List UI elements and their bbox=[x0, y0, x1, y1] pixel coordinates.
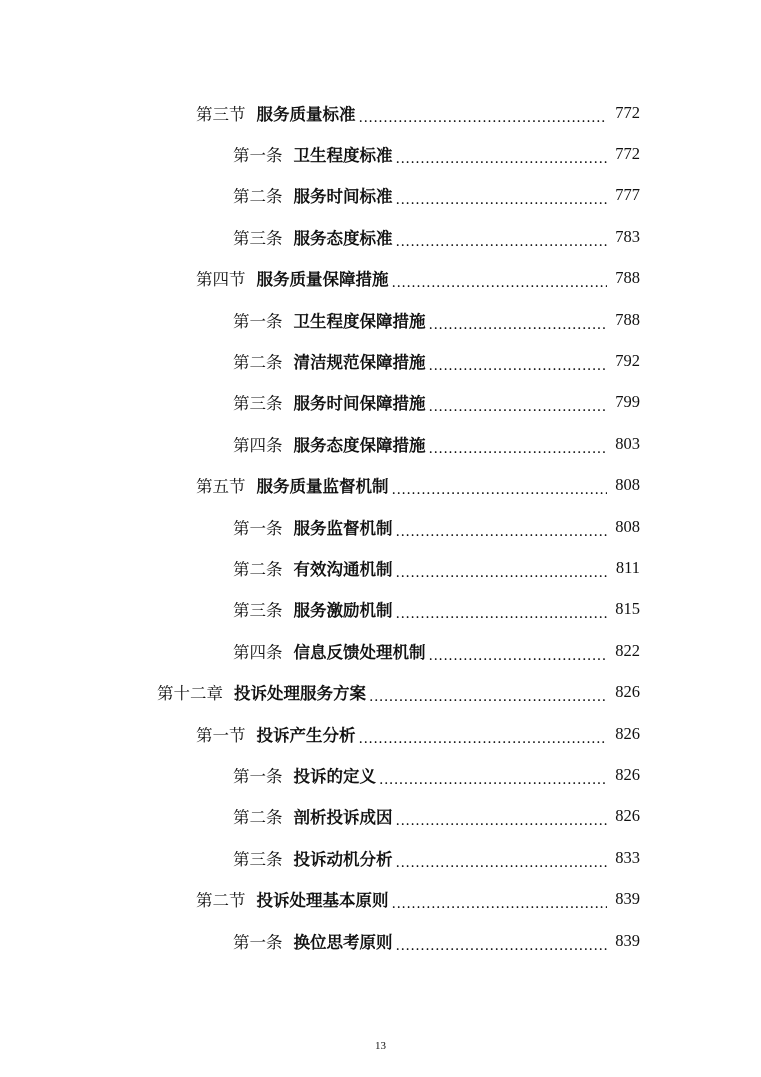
dot-leader bbox=[429, 396, 608, 412]
toc-entry[interactable] bbox=[0, 920, 761, 961]
toc-entry-number: 第三节 bbox=[196, 104, 246, 124]
dot-leader bbox=[359, 728, 608, 744]
toc-entry-page: 777 bbox=[615, 185, 640, 205]
toc-entry[interactable] bbox=[0, 630, 761, 671]
dot-leader bbox=[369, 686, 607, 702]
toc-entry-page: 826 bbox=[615, 682, 640, 702]
dot-leader bbox=[429, 314, 608, 330]
toc-entry-page: 826 bbox=[615, 764, 640, 784]
toc-entry-number: 第一条 bbox=[233, 311, 283, 331]
toc-entry-number: 第一条 bbox=[233, 766, 283, 786]
toc-entry-number: 第四条 bbox=[233, 435, 283, 455]
toc-entry-number: 第四节 bbox=[196, 270, 246, 290]
toc-entry-number: 第四条 bbox=[233, 642, 283, 662]
toc-entry-number: 第三条 bbox=[233, 849, 283, 869]
toc-entry-page: 811 bbox=[615, 557, 640, 577]
dot-leader bbox=[429, 645, 608, 661]
toc-entry-title: 服务质量标准 bbox=[256, 104, 356, 124]
toc-entry[interactable] bbox=[0, 299, 761, 340]
toc-entry-page: 808 bbox=[615, 516, 640, 536]
toc-entry-title: 换位思考原则 bbox=[293, 932, 393, 952]
toc-entry-page: 839 bbox=[615, 889, 640, 909]
toc-entry-page: 772 bbox=[615, 144, 640, 164]
dot-leader bbox=[396, 521, 608, 537]
dot-leader bbox=[429, 438, 608, 454]
dot-leader bbox=[396, 852, 608, 868]
toc-entry-page: 822 bbox=[615, 640, 640, 660]
toc-entry-page: 788 bbox=[615, 268, 640, 288]
toc-entry[interactable] bbox=[0, 133, 761, 174]
toc-entry[interactable] bbox=[0, 340, 761, 381]
toc-entry-page: 808 bbox=[615, 475, 640, 495]
toc-entry-title: 投诉处理服务方案 bbox=[234, 684, 366, 704]
toc-entry-number: 第三条 bbox=[233, 228, 283, 248]
toc-entry[interactable] bbox=[0, 258, 761, 299]
toc-entry-page: 788 bbox=[615, 309, 640, 329]
toc-entry-title: 卫生程度标准 bbox=[293, 146, 393, 166]
toc-entry-page: 803 bbox=[615, 433, 640, 453]
toc-entry-title: 服务质量保障措施 bbox=[256, 270, 389, 290]
toc-entry-title: 投诉处理基本原则 bbox=[256, 891, 389, 911]
toc-entry-title: 服务监督机制 bbox=[293, 518, 393, 538]
toc-entry-number: 第一条 bbox=[233, 932, 283, 952]
toc-entry-title: 投诉的定义 bbox=[293, 766, 376, 786]
toc-entry-number: 第一条 bbox=[233, 146, 283, 166]
toc-entry-page: 826 bbox=[615, 723, 640, 743]
toc-entry-title: 服务态度标准 bbox=[293, 228, 393, 248]
toc-entry-title: 信息反馈处理机制 bbox=[293, 642, 426, 662]
toc-entry-title: 服务时间标准 bbox=[293, 187, 393, 207]
toc-entry-number: 第十二章 bbox=[157, 684, 223, 704]
dot-leader bbox=[396, 562, 608, 578]
toc-entry-number: 第二条 bbox=[233, 187, 283, 207]
toc-entry-page: 783 bbox=[615, 226, 640, 246]
toc-entry-page: 833 bbox=[615, 847, 640, 867]
toc-entry[interactable] bbox=[0, 671, 761, 712]
toc-entry-title: 服务质量监督机制 bbox=[256, 477, 389, 497]
toc-entry[interactable] bbox=[0, 713, 761, 754]
toc-entry[interactable] bbox=[0, 423, 761, 464]
toc-entry[interactable] bbox=[0, 92, 761, 133]
dot-leader bbox=[396, 148, 608, 164]
toc-entry-title: 剖析投诉成因 bbox=[293, 808, 393, 828]
toc-entry-number: 第二节 bbox=[196, 891, 246, 911]
toc-entry-number: 第二条 bbox=[233, 353, 283, 373]
dot-leader bbox=[359, 107, 608, 123]
toc-entry[interactable] bbox=[0, 589, 761, 630]
toc-entry-title: 卫生程度保障措施 bbox=[293, 311, 426, 331]
toc-entry[interactable] bbox=[0, 506, 761, 547]
toc-entry-page: 792 bbox=[615, 351, 640, 371]
toc-entry-title: 投诉产生分析 bbox=[256, 725, 356, 745]
dot-leader bbox=[392, 272, 608, 288]
toc-entry[interactable] bbox=[0, 754, 761, 795]
toc-entry-number: 第一节 bbox=[196, 725, 246, 745]
toc-entry-number: 第二条 bbox=[233, 808, 283, 828]
toc-entry-number: 第五节 bbox=[196, 477, 246, 497]
toc-entry-title: 清洁规范保障措施 bbox=[293, 353, 426, 373]
dot-leader bbox=[429, 355, 608, 371]
toc-entry-page: 799 bbox=[615, 392, 640, 412]
toc-entry[interactable] bbox=[0, 837, 761, 878]
dot-leader bbox=[396, 603, 608, 619]
toc-entry-number: 第三条 bbox=[233, 601, 283, 621]
dot-leader bbox=[392, 479, 608, 495]
toc-entry-title: 服务态度保障措施 bbox=[293, 435, 426, 455]
toc-entry-number: 第一条 bbox=[233, 518, 283, 538]
toc-entry[interactable] bbox=[0, 796, 761, 837]
dot-leader bbox=[396, 231, 608, 247]
toc-entry[interactable] bbox=[0, 547, 761, 588]
toc-entry[interactable] bbox=[0, 382, 761, 423]
page-number: 13 bbox=[375, 1040, 386, 1052]
table-of-contents bbox=[0, 92, 761, 961]
toc-entry-title: 服务激励机制 bbox=[293, 601, 393, 621]
toc-entry-page: 826 bbox=[615, 806, 640, 826]
dot-leader bbox=[392, 893, 608, 909]
toc-entry-title: 投诉动机分析 bbox=[293, 849, 393, 869]
toc-entry-page: 839 bbox=[615, 930, 640, 950]
toc-entry[interactable] bbox=[0, 465, 761, 506]
toc-entry[interactable] bbox=[0, 175, 761, 216]
dot-leader bbox=[396, 810, 608, 826]
toc-entry-page: 772 bbox=[615, 102, 640, 122]
toc-entry[interactable] bbox=[0, 216, 761, 257]
toc-entry-title: 有效沟通机制 bbox=[293, 559, 393, 579]
dot-leader bbox=[396, 189, 608, 205]
toc-entry-title: 服务时间保障措施 bbox=[293, 394, 426, 414]
toc-entry[interactable] bbox=[0, 878, 761, 919]
dot-leader bbox=[396, 935, 608, 951]
toc-entry-page: 815 bbox=[615, 599, 640, 619]
toc-entry-number: 第二条 bbox=[233, 559, 283, 579]
dot-leader bbox=[379, 769, 607, 785]
toc-entry-number: 第三条 bbox=[233, 394, 283, 414]
